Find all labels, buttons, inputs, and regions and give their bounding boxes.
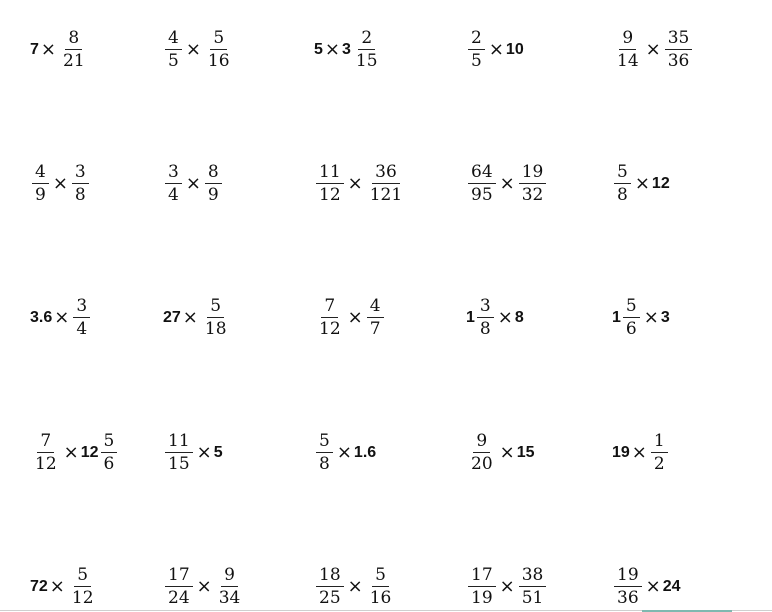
numerator: 38 <box>519 566 547 587</box>
fraction <box>165 29 182 71</box>
problem-r2-c4 <box>466 163 548 205</box>
problem-r3-c2 <box>163 297 232 339</box>
numerator: 35 <box>665 29 693 50</box>
fraction <box>651 432 668 474</box>
fraction <box>623 297 640 339</box>
times-sign: × <box>645 39 661 60</box>
whole-number: 3 <box>342 41 351 58</box>
denominator: 9 <box>207 185 219 205</box>
numerator: 5 <box>372 566 389 587</box>
fraction <box>519 163 547 205</box>
fraction <box>216 566 244 608</box>
fraction <box>353 29 381 71</box>
problem-r3-c1 <box>30 297 92 339</box>
problem-r1-c4 <box>466 29 524 71</box>
numerator: 3 <box>477 297 494 318</box>
whole-number: 1 <box>466 309 475 326</box>
fraction <box>316 297 344 339</box>
fraction <box>316 566 344 608</box>
fraction <box>69 566 97 608</box>
problem-r5-c5 <box>612 566 681 608</box>
whole-number: 7 <box>30 41 39 58</box>
numerator: 8 <box>205 163 222 184</box>
denominator: 8 <box>319 454 330 474</box>
problem-r4-c1 <box>30 432 119 474</box>
whole-number: 19 <box>612 444 630 461</box>
numerator: 64 <box>468 163 496 184</box>
fraction <box>205 163 222 205</box>
fraction <box>165 566 193 608</box>
fraction <box>205 29 233 71</box>
times-sign: × <box>54 307 70 328</box>
numerator: 11 <box>165 432 193 453</box>
fraction <box>165 163 182 205</box>
times-sign: × <box>63 442 79 463</box>
times-sign: × <box>643 307 659 328</box>
fraction <box>316 432 333 474</box>
numerator: 17 <box>165 566 193 587</box>
numerator: 8 <box>65 29 82 50</box>
times-sign: × <box>196 442 212 463</box>
times-sign: × <box>497 307 513 328</box>
numerator: 2 <box>468 29 485 50</box>
numerator: 2 <box>358 29 375 50</box>
numerator: 5 <box>101 432 118 453</box>
times-sign: × <box>185 173 201 194</box>
times-sign: × <box>40 39 56 60</box>
fraction <box>101 432 118 474</box>
denominator: 16 <box>207 51 230 71</box>
denominator: 21 <box>63 51 85 71</box>
problem-r5-c3 <box>314 566 396 608</box>
fraction <box>32 163 49 205</box>
fraction <box>519 566 547 608</box>
fraction <box>60 29 88 71</box>
numerator: 19 <box>614 566 642 587</box>
denominator: 16 <box>369 588 392 608</box>
problem-r3-c4 <box>466 297 524 339</box>
numerator: 17 <box>468 566 496 587</box>
denominator: 5 <box>168 51 179 71</box>
denominator: 12 <box>319 185 341 205</box>
numerator: 9 <box>619 29 636 50</box>
denominator: 14 <box>617 51 639 71</box>
problem-r1-c2 <box>163 29 235 71</box>
denominator: 25 <box>319 588 341 608</box>
fraction <box>73 297 90 339</box>
problem-r1-c3 <box>314 29 383 71</box>
fraction <box>614 163 631 205</box>
denominator: 6 <box>625 319 637 339</box>
fraction <box>202 297 230 339</box>
times-sign: × <box>347 307 363 328</box>
denominator: 12 <box>71 588 94 608</box>
whole-number: 12 <box>651 175 670 192</box>
denominator: 4 <box>76 319 88 339</box>
denominator: 8 <box>74 185 86 205</box>
fraction <box>665 29 693 71</box>
denominator: 6 <box>103 454 115 474</box>
whole-number: 12 <box>80 444 99 461</box>
denominator: 15 <box>168 454 190 474</box>
problem-r5-c1 <box>30 566 99 608</box>
denominator: 9 <box>35 185 46 205</box>
numerator: 9 <box>473 432 490 453</box>
denominator: 18 <box>204 319 227 339</box>
whole-number: 1 <box>612 309 621 326</box>
denominator: 7 <box>369 319 381 339</box>
fraction <box>477 297 494 339</box>
numerator: 5 <box>210 29 227 50</box>
denominator: 12 <box>35 454 57 474</box>
denominator: 32 <box>521 185 544 205</box>
whole-number: 5 <box>213 444 223 461</box>
denominator: 8 <box>617 185 628 205</box>
times-sign: × <box>499 576 515 597</box>
whole-number: 10 <box>505 41 524 58</box>
fraction <box>72 163 89 205</box>
denominator: 19 <box>471 588 493 608</box>
times-sign: × <box>499 442 515 463</box>
times-sign: × <box>324 39 340 60</box>
denominator: 20 <box>471 454 493 474</box>
numerator: 5 <box>316 432 333 453</box>
fraction <box>468 432 496 474</box>
numerator: 11 <box>316 163 344 184</box>
numerator: 4 <box>367 297 384 318</box>
numerator: 3 <box>165 163 182 184</box>
numerator: 7 <box>37 432 54 453</box>
whole-number: 1.6 <box>353 444 377 461</box>
numerator: 3 <box>72 163 89 184</box>
times-sign: × <box>488 39 504 60</box>
numerator: 5 <box>207 297 224 318</box>
denominator: 12 <box>319 319 341 339</box>
denominator: 36 <box>617 588 639 608</box>
fraction <box>468 29 485 71</box>
fraction <box>32 432 60 474</box>
problem-r3-c3 <box>314 297 386 339</box>
times-sign: × <box>196 576 212 597</box>
problem-r4-c2 <box>163 432 223 474</box>
problem-r3-c5 <box>612 297 670 339</box>
problem-r2-c5 <box>612 163 670 205</box>
problem-r5-c4 <box>466 566 548 608</box>
numerator: 9 <box>221 566 238 587</box>
whole-number: 3.6 <box>30 309 53 326</box>
times-sign: × <box>336 442 352 463</box>
numerator: 5 <box>623 297 640 318</box>
numerator: 4 <box>165 29 182 50</box>
numerator: 5 <box>614 163 631 184</box>
whole-number: 8 <box>514 309 524 326</box>
times-sign: × <box>645 576 661 597</box>
fraction <box>614 566 642 608</box>
problem-r4-c5 <box>612 432 670 474</box>
numerator: 4 <box>32 163 49 184</box>
whole-number: 5 <box>314 41 323 58</box>
denominator: 4 <box>168 185 179 205</box>
fraction <box>614 29 642 71</box>
times-sign: × <box>499 173 515 194</box>
problem-r2-c2 <box>163 163 224 205</box>
denominator: 51 <box>521 588 544 608</box>
denominator: 121 <box>369 185 403 205</box>
times-sign: × <box>631 442 647 463</box>
denominator: 8 <box>479 319 491 339</box>
fraction <box>468 566 496 608</box>
whole-number: 15 <box>516 444 535 461</box>
whole-number: 3 <box>660 309 670 326</box>
numerator: 36 <box>372 163 400 184</box>
problem-r2-c3 <box>314 163 407 205</box>
numerator: 7 <box>321 297 338 318</box>
problem-r1-c5 <box>612 29 694 71</box>
whole-number: 24 <box>662 578 681 595</box>
times-sign: × <box>182 307 198 328</box>
numerator: 18 <box>316 566 344 587</box>
numerator: 5 <box>74 566 91 587</box>
whole-number: 72 <box>30 578 48 595</box>
problem-r4-c4 <box>466 432 535 474</box>
denominator: 95 <box>471 185 493 205</box>
denominator: 15 <box>355 51 378 71</box>
numerator: 19 <box>519 163 547 184</box>
times-sign: × <box>347 173 363 194</box>
times-sign: × <box>347 576 363 597</box>
fraction <box>165 432 193 474</box>
problem-r4-c3 <box>314 432 376 474</box>
denominator: 5 <box>471 51 482 71</box>
times-sign: × <box>52 173 68 194</box>
fraction <box>367 163 405 205</box>
denominator: 2 <box>653 454 665 474</box>
whole-number: 27 <box>163 309 181 326</box>
times-sign: × <box>634 173 650 194</box>
fraction <box>367 566 395 608</box>
denominator: 24 <box>168 588 190 608</box>
denominator: 36 <box>667 51 690 71</box>
numerator: 1 <box>651 432 668 453</box>
denominator: 34 <box>218 588 241 608</box>
times-sign: × <box>185 39 201 60</box>
problem-r2-c1 <box>30 163 91 205</box>
fraction <box>316 163 344 205</box>
problem-r5-c2 <box>163 566 245 608</box>
numerator: 3 <box>73 297 90 318</box>
problem-r1-c1 <box>30 29 90 71</box>
fraction <box>468 163 496 205</box>
fraction <box>367 297 384 339</box>
times-sign: × <box>49 576 65 597</box>
